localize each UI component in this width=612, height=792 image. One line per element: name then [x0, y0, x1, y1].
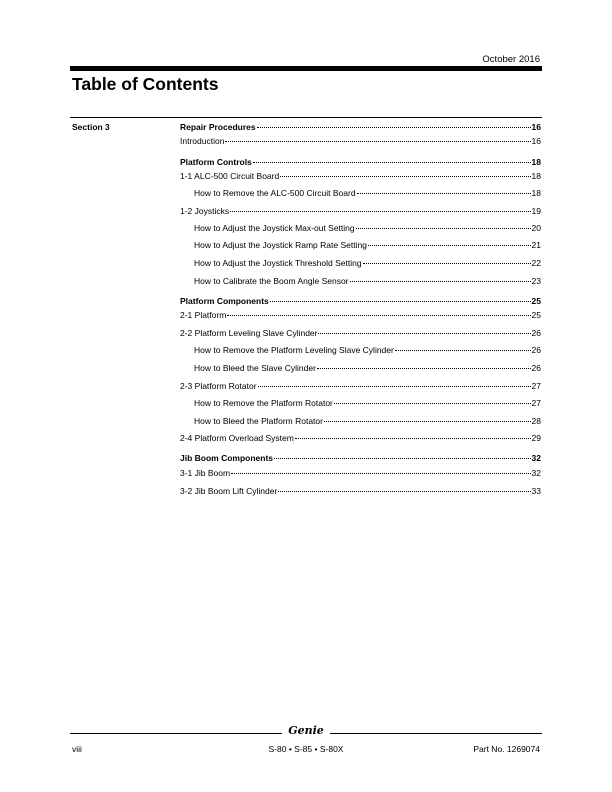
toc-leader-dots	[368, 245, 531, 246]
toc-leader-dots	[318, 333, 530, 334]
toc-entry-label: How to Adjust the Joystick Threshold Setting	[194, 258, 362, 268]
toc-entry[interactable]	[180, 486, 541, 496]
toc-entry[interactable]	[194, 345, 541, 355]
toc-entry-label: How to Remove the Platform Leveling Slave Cylinder	[194, 345, 394, 355]
toc-entry-label: 1-2 Joysticks	[180, 206, 230, 216]
toc-entry-page: 16	[531, 122, 541, 132]
toc-entry-label: How to Bleed the Slave Cylinder	[194, 363, 316, 373]
toc-leader-dots	[227, 315, 530, 316]
toc-entry-page: 27	[531, 381, 541, 391]
toc-leader-dots	[231, 473, 530, 474]
toc-entry[interactable]	[194, 240, 541, 250]
toc-entry[interactable]	[194, 363, 541, 373]
toc-leader-dots	[357, 193, 531, 194]
toc-entry-label: How to Remove the Platform Rotator	[194, 398, 333, 408]
toc-entry-page: 18	[531, 188, 541, 198]
toc-entry[interactable]	[180, 433, 541, 443]
toc-entry-page: 19	[531, 206, 541, 216]
toc-entry-page: 23	[531, 276, 541, 286]
toc-entry-page: 18	[531, 157, 541, 167]
toc-entry[interactable]	[180, 136, 541, 146]
footer-page-number: viii	[72, 744, 82, 754]
toc-entry[interactable]	[180, 310, 541, 320]
toc-entry-page: 25	[531, 296, 541, 306]
toc-entry-label: 3-1 Jib Boom	[180, 468, 231, 478]
toc-entry-page: 29	[531, 433, 541, 443]
toc-entry[interactable]	[194, 258, 541, 268]
toc-leader-dots	[395, 350, 531, 351]
toc-entry-page: 20	[531, 223, 541, 233]
toc-entry-page: 27	[531, 398, 541, 408]
toc-entry-label: 2-2 Platform Leveling Slave Cylinder	[180, 328, 318, 338]
footer-part-number: Part No. 1269074	[473, 744, 540, 754]
toc-entry-page: 26	[531, 363, 541, 373]
toc-leader-dots	[324, 421, 531, 422]
toc-leader-dots	[257, 127, 531, 128]
toc-entry-page: 32	[531, 468, 541, 478]
toc-entry-label: Repair Procedures	[180, 122, 256, 132]
toc-entry-label: How to Remove the ALC-500 Circuit Board	[194, 188, 356, 198]
toc-entry[interactable]	[180, 381, 541, 391]
toc-entry-page: 33	[531, 486, 541, 496]
genie-logo: Genie	[288, 724, 324, 737]
toc-leader-dots	[280, 176, 530, 177]
toc-entry-label: How to Adjust the Joystick Max-out Setting	[194, 223, 355, 233]
toc-entry[interactable]	[180, 453, 541, 463]
toc-entry[interactable]	[180, 206, 541, 216]
toc-leader-dots	[295, 438, 531, 439]
footer-models: S-80 • S-85 • S-80X	[268, 744, 344, 754]
toc-entry-label: Platform Components	[180, 296, 269, 306]
toc-entry-page: 22	[531, 258, 541, 268]
date-header: October 2016	[482, 54, 540, 65]
footer-rule-right	[330, 733, 542, 734]
toc-leader-dots	[334, 403, 531, 404]
toc-entry[interactable]	[194, 398, 541, 408]
toc-entry-label: 2-1 Platform	[180, 310, 227, 320]
toc-entry[interactable]	[194, 416, 541, 426]
toc-entry-label: 2-3 Platform Rotator	[180, 381, 257, 391]
toc-entry[interactable]	[180, 171, 541, 181]
toc-leader-dots	[230, 211, 530, 212]
toc-entry-page: 26	[531, 345, 541, 355]
toc-entry[interactable]	[180, 122, 541, 132]
toc-entry-label: Platform Controls	[180, 157, 252, 167]
toc-leader-dots	[278, 491, 530, 492]
toc-entry[interactable]	[180, 157, 541, 167]
toc-entry-label: 3-2 Jib Boom Lift Cylinder	[180, 486, 278, 496]
toc-leader-dots	[225, 141, 530, 142]
toc-entry[interactable]	[194, 188, 541, 198]
toc-entry-page: 25	[531, 310, 541, 320]
toc-entry[interactable]	[194, 276, 541, 286]
toc-entry[interactable]	[180, 468, 541, 478]
toc-leader-dots	[317, 368, 531, 369]
title-rule	[70, 117, 542, 118]
toc-entry-label: How to Adjust the Joystick Ramp Rate Setting	[194, 240, 367, 250]
toc-entry-page: 32	[531, 453, 541, 463]
footer-rule-left	[70, 733, 282, 734]
toc-entry-page: 26	[531, 328, 541, 338]
toc-leader-dots	[274, 458, 531, 459]
page-title: Table of Contents	[72, 74, 219, 94]
section-label: Section 3	[72, 122, 110, 132]
top-bar	[70, 66, 542, 71]
toc-entry-label: 2-4 Platform Overload System	[180, 433, 294, 443]
toc-entry-label: How to Calibrate the Boom Angle Sensor	[194, 276, 349, 286]
toc-leader-dots	[270, 301, 531, 302]
toc-entry-label: Jib Boom Components	[180, 453, 274, 463]
toc-entry-label: Introduction	[180, 136, 225, 146]
toc-entry-page: 16	[531, 136, 541, 146]
toc-entry-label: 1-1 ALC-500 Circuit Board	[180, 171, 280, 181]
toc-entry-page: 28	[531, 416, 541, 426]
toc-leader-dots	[363, 263, 531, 264]
toc-entry-page: 21	[531, 240, 541, 250]
toc-entry[interactable]	[180, 328, 541, 338]
toc-leader-dots	[258, 386, 531, 387]
toc-entry-label: How to Bleed the Platform Rotator	[194, 416, 323, 426]
toc-entry[interactable]	[194, 223, 541, 233]
toc-leader-dots	[356, 228, 531, 229]
toc-entry[interactable]	[180, 296, 541, 306]
toc-entry-page: 18	[531, 171, 541, 181]
toc-leader-dots	[253, 162, 531, 163]
toc-leader-dots	[350, 281, 531, 282]
